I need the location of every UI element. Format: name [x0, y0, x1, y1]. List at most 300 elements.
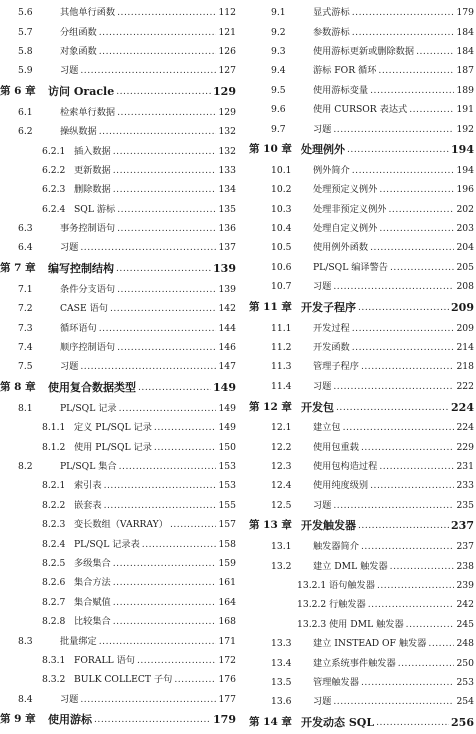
toc-page-number: 239: [456, 579, 474, 591]
toc-entry-title: 使用 PL/SQL 记录: [74, 441, 152, 453]
toc-entry-title: 习题: [313, 499, 332, 511]
toc-entry-title: 习题: [60, 65, 79, 77]
toc-leader-dots: [116, 85, 211, 98]
toc-entry-number: 7.4: [18, 342, 33, 354]
toc-entry-title: 习题: [313, 696, 332, 708]
toc-entry-title: 使用游标变量: [313, 84, 369, 96]
toc-entry-number: 6.2.3: [42, 184, 66, 196]
toc-page-number: 253: [456, 676, 474, 688]
toc-section-row: [249, 634, 474, 653]
toc-page-number: 132: [218, 126, 236, 138]
toc-entry-number: 12.2: [271, 441, 292, 453]
toc-entry-number: 13.4: [271, 657, 292, 669]
toc-leader-dots: [352, 6, 455, 19]
toc-entry-title: 检索单行数据: [60, 106, 116, 118]
toc-entry-number: 第 12 章: [249, 400, 292, 413]
toc-page-number: 171: [218, 635, 236, 647]
toc-leader-dots: [117, 203, 216, 216]
toc-entry-title: 索引表: [74, 480, 102, 492]
toc-subsection-row: [249, 615, 474, 634]
toc-chapter-row: [0, 81, 236, 103]
toc-leader-dots: [352, 322, 455, 335]
toc-entry-title: 使用游标更新或删除数据: [313, 45, 415, 57]
toc-leader-dots: [379, 183, 454, 196]
toc-page-number: 187: [456, 65, 474, 77]
toc-entry-number: 8.3.2: [42, 674, 66, 686]
toc-page-number: 245: [456, 618, 474, 630]
toc-entry-number: 13.3: [271, 638, 292, 650]
toc-section-row: [0, 631, 236, 650]
toc-subsection-row: [0, 515, 236, 534]
toc-leader-dots: [352, 341, 455, 354]
toc-page-number: 204: [456, 242, 474, 254]
toc-subsection-row: [0, 476, 236, 495]
toc-page-number: 256: [451, 716, 474, 729]
toc-entry-title: 习题: [313, 281, 332, 293]
toc-page-number: 134: [218, 184, 236, 196]
toc-chapter-row: [0, 377, 236, 399]
toc-leader-dots: [333, 280, 454, 293]
toc-leader-dots: [358, 301, 449, 314]
toc-leader-dots: [117, 222, 216, 235]
toc-entry-title: 使用纯度级别: [313, 480, 369, 492]
toc-entry-title: 顺序控制语句: [60, 342, 116, 354]
toc-leader-dots: [428, 637, 454, 650]
toc-entry-title: 处理非预定义例外: [313, 203, 387, 215]
toc-entry-number: 8.2.4: [42, 538, 66, 550]
toc-section-row: [0, 399, 236, 418]
toc-leader-dots: [347, 143, 449, 156]
toc-section-row: [249, 338, 474, 357]
toc-leader-dots: [333, 499, 454, 512]
toc-page-number: 184: [456, 26, 474, 38]
toc-page-number: 224: [456, 422, 474, 434]
toc-entry-number: 6.4: [18, 242, 33, 254]
toc-entry-title: 处理预定义例外: [313, 184, 378, 196]
toc-chapter-row: [249, 139, 474, 161]
toc-section-row: [0, 103, 236, 122]
toc-entry-title: 习题: [313, 123, 332, 135]
toc-subsection-row: [0, 141, 236, 160]
toc-section-row: [249, 537, 474, 556]
toc-chapter-row: [0, 258, 236, 280]
toc-section-row: [0, 42, 236, 61]
toc-page-number: 150: [218, 441, 236, 453]
toc-entry-number: 10.3: [271, 203, 292, 215]
toc-leader-dots: [154, 441, 217, 454]
toc-leader-dots: [352, 26, 455, 39]
toc-leader-dots: [117, 341, 216, 354]
toc-entry-number: 13.2.3: [297, 618, 327, 630]
toc-entry-number: 6.2: [18, 126, 33, 138]
toc-chapter-row: [249, 515, 474, 537]
toc-leader-dots: [117, 283, 216, 296]
toc-page-number: 164: [218, 596, 236, 608]
toc-section-row: [0, 357, 236, 376]
toc-entry-number: 7.1: [18, 283, 33, 295]
toc-leader-dots: [390, 261, 454, 274]
toc-page-number: 132: [218, 145, 236, 157]
toc-subsection-row: [0, 534, 236, 553]
toc-entry-number: 8.2: [18, 461, 33, 472]
toc-entry-number: 9.2: [271, 26, 286, 38]
toc-leader-dots: [80, 241, 216, 254]
toc-entry-title: 使用复合数据类型: [48, 381, 136, 395]
toc-leader-dots: [333, 695, 454, 708]
toc-entry-number: 13.5: [271, 676, 292, 688]
toc-leader-dots: [333, 123, 454, 136]
toc-section-row: [249, 81, 474, 100]
toc-page-number: 177: [218, 693, 236, 705]
toc-leader-dots: [113, 576, 217, 589]
toc-page-number: 158: [218, 538, 236, 550]
toc-page-number: 133: [218, 164, 236, 176]
toc-leader-dots: [80, 360, 216, 373]
toc-entry-number: 8.2.2: [42, 499, 66, 511]
toc-page-number: 139: [218, 283, 236, 295]
toc-page-number: 189: [456, 84, 474, 96]
toc-entry-number: 第 6 章: [0, 85, 36, 98]
toc-entry-title: 使用包构造过程: [313, 461, 378, 472]
toc-page-number: 155: [218, 499, 236, 511]
toc-entry-title: 习题: [313, 380, 332, 392]
toc-entry-title: 开发子程序: [301, 300, 356, 314]
toc-leader-dots: [361, 540, 455, 553]
toc-page-number: 149: [218, 422, 236, 434]
toc-subsection-row: [0, 180, 236, 199]
toc-page-number: 129: [218, 106, 236, 118]
toc-page-number: 209: [451, 300, 474, 314]
toc-page-number: 135: [218, 203, 236, 215]
toc-section-row: [0, 457, 236, 476]
toc-leader-dots: [368, 598, 455, 611]
toc-entry-number: 11.4: [271, 380, 292, 392]
toc-entry-number: 第 10 章: [249, 143, 292, 156]
toc-subsection-row: [0, 554, 236, 573]
toc-leader-dots: [416, 45, 454, 58]
toc-page-number: 254: [456, 696, 474, 708]
toc-entry-title: 插入数据: [74, 145, 111, 157]
toc-entry-title: PL/SQL 记录: [60, 402, 117, 414]
toc-page-number: 157: [218, 519, 236, 531]
toc-page-number: 149: [218, 402, 236, 414]
toc-subsection-row: [0, 418, 236, 437]
toc-page-number: 238: [456, 560, 474, 572]
toc-entry-number: 7.3: [18, 322, 33, 334]
toc-page-number: 214: [456, 342, 474, 354]
toc-entry-title: 习题: [60, 361, 79, 373]
toc-entry-title: 开发函数: [313, 342, 350, 354]
toc-page-number: 147: [218, 361, 236, 373]
toc-leader-dots: [174, 673, 216, 686]
toc-entry-title: 操纵数据: [60, 126, 97, 138]
toc-page-number: 179: [456, 7, 474, 19]
toc-entry-number: 8.3: [18, 635, 33, 647]
toc-section-row: [249, 476, 474, 495]
toc-page-number: 235: [456, 499, 474, 511]
toc-leader-dots: [99, 45, 217, 58]
toc-entry-title: 多级集合: [74, 557, 111, 569]
toc-entry-number: 9.3: [271, 45, 286, 57]
toc-section-row: [249, 42, 474, 61]
toc-entry-title: 例外简介: [313, 164, 350, 176]
toc-section-row: [249, 119, 474, 138]
toc-page-number: 184: [456, 45, 474, 57]
toc-page-number: 222: [456, 380, 474, 392]
toc-entry-number: 第 9 章: [0, 713, 36, 726]
toc-leader-dots: [119, 402, 217, 415]
toc-leader-dots: [94, 713, 211, 726]
toc-leader-dots: [154, 421, 217, 434]
toc-leader-dots: [389, 203, 455, 216]
toc-subsection-row: [0, 670, 236, 689]
toc-section-row: [0, 318, 236, 337]
toc-page-number: 248: [456, 638, 474, 650]
toc-subsection-row: [0, 496, 236, 515]
toc-leader-dots: [370, 241, 454, 254]
toc-entry-title: 使用 DML 触发器: [329, 618, 404, 630]
toc-entry-number: 8.2.5: [42, 557, 66, 569]
toc-page-number: 112: [218, 7, 236, 19]
toc-page-number: 250: [456, 657, 474, 669]
toc-leader-dots: [113, 145, 217, 158]
toc-entry-title: 管理子程序: [313, 361, 359, 373]
toc-entry-title: 访问 Oracle: [48, 85, 115, 99]
toc-entry-number: 10.4: [271, 223, 292, 235]
toc-entry-title: FORALL 语句: [74, 654, 135, 666]
toc-page-number: 161: [218, 577, 236, 589]
toc-chapter-row: [249, 396, 474, 418]
toc-section-row: [249, 318, 474, 337]
toc-page-number: 231: [456, 461, 474, 472]
toc-page-number: 129: [213, 85, 236, 99]
toc-page-number: 194: [451, 143, 474, 157]
toc-entry-number: 9.4: [271, 65, 286, 77]
toc-leader-dots: [352, 164, 455, 177]
toc-page-number: 194: [456, 164, 474, 176]
toc-section-row: [249, 100, 474, 119]
toc-entry-number: 6.1: [18, 106, 33, 118]
toc-leader-dots: [336, 401, 449, 414]
toc-entry-title: PL/SQL 集合: [60, 461, 117, 472]
toc-entry-title: 事务控制语句: [60, 223, 116, 235]
toc-leader-dots: [110, 302, 216, 315]
toc-leader-dots: [376, 716, 449, 729]
toc-entry-title: PL/SQL 编译警告: [313, 261, 388, 273]
toc-entry-number: 6.2.2: [42, 164, 66, 176]
toc-leader-dots: [80, 64, 216, 77]
toc-entry-number: 12.1: [271, 422, 292, 434]
toc-entry-title: 条件分支语句: [60, 283, 116, 295]
toc-leader-dots: [142, 538, 217, 551]
toc-entry-title: 删除数据: [74, 184, 111, 196]
toc-entry-number: 10.6: [271, 261, 292, 273]
toc-page-number: 146: [218, 342, 236, 354]
toc-leader-dots: [358, 519, 449, 532]
toc-entry-title: 对象函数: [60, 45, 97, 57]
toc-leader-dots: [99, 635, 217, 648]
toc-leader-dots: [361, 360, 455, 373]
toc-page-number: 127: [218, 65, 236, 77]
toc-entry-title: 参数游标: [313, 26, 350, 38]
toc-section-row: [0, 299, 236, 318]
toc-entry-number: 第 7 章: [0, 262, 36, 275]
toc-page-number: 153: [218, 461, 236, 472]
toc-page-number: 203: [456, 223, 474, 235]
toc-section-row: [249, 200, 474, 219]
toc-leader-dots: [333, 380, 454, 393]
toc-section-row: [0, 3, 236, 22]
toc-entry-title: 开发触发器: [301, 519, 356, 533]
toc-chapter-row: [249, 296, 474, 318]
toc-leader-dots: [378, 64, 454, 77]
toc-entry-title: PL/SQL 记录表: [74, 538, 140, 550]
toc-leader-dots: [361, 676, 455, 689]
toc-entry-title: 循环语句: [60, 322, 97, 334]
toc-chapter-row: [249, 712, 474, 734]
toc-leader-dots: [398, 657, 455, 670]
toc-section-row: [0, 122, 236, 141]
toc-section-row: [0, 338, 236, 357]
toc-page-number: 224: [451, 400, 474, 414]
toc-entry-number: 8.2.6: [42, 577, 66, 589]
toc-chapter-row: [0, 709, 236, 731]
toc-leader-dots: [409, 103, 454, 116]
toc-entry-number: 5.7: [18, 26, 33, 38]
toc-entry-number: 11.3: [271, 361, 292, 373]
toc-entry-number: 5.8: [18, 45, 33, 57]
toc-leader-dots: [370, 479, 454, 492]
toc-entry-title: 处理例外: [301, 143, 345, 157]
toc-entry-title: 其他单行函数: [60, 7, 116, 19]
toc-section-row: [249, 556, 474, 575]
toc-entry-number: 5.6: [18, 7, 33, 19]
toc-entry-number: 第 11 章: [249, 300, 292, 313]
toc-entry-title: 集合赋值: [74, 596, 111, 608]
toc-entry-title: SQL 游标: [74, 203, 116, 215]
toc-entry-number: 9.6: [271, 104, 286, 116]
toc-leader-dots: [113, 183, 217, 196]
toc-page-number: 192: [456, 123, 474, 135]
toc-entry-title: 嵌套表: [74, 499, 102, 511]
toc-subsection-row: [249, 576, 474, 595]
toc-page-number: 153: [218, 480, 236, 492]
toc-page-number: 168: [218, 616, 236, 628]
toc-section-row: [249, 277, 474, 296]
toc-leader-dots: [406, 618, 455, 631]
toc-entry-title: 建立系统事件触发器: [313, 657, 396, 669]
toc-page-number: 242: [456, 599, 474, 611]
toc-leader-dots: [99, 322, 217, 335]
toc-entry-title: 变长数组（VARRAY）: [74, 519, 168, 531]
toc-right-column: [249, 3, 474, 734]
toc-entry-title: 处理自定义例外: [313, 223, 378, 235]
toc-page-number: 205: [456, 261, 474, 273]
toc-leader-dots: [113, 164, 217, 177]
toc-subsection-row: [249, 595, 474, 614]
toc-page-number: 144: [218, 322, 236, 334]
toc-section-row: [0, 61, 236, 80]
toc-subsection-row: [0, 437, 236, 456]
toc-page-number: 208: [456, 281, 474, 293]
toc-entry-number: 8.2.8: [42, 616, 66, 628]
toc-section-row: [249, 180, 474, 199]
toc-entry-title: 开发动态 SQL: [301, 716, 375, 729]
toc-page-number: 126: [218, 45, 236, 57]
toc-subsection-row: [0, 161, 236, 180]
toc-subsection-row: [0, 612, 236, 631]
toc-subsection-row: [0, 200, 236, 219]
toc-entry-number: 10.2: [271, 184, 292, 196]
toc-entry-title: 游标 FOR 循环: [313, 65, 377, 77]
toc-section-row: [249, 437, 474, 456]
toc-leader-dots: [117, 6, 216, 19]
toc-page-number: 209: [456, 322, 474, 334]
toc-subsection-row: [0, 651, 236, 670]
toc-section-row: [249, 258, 474, 277]
toc-left-column: [0, 3, 236, 731]
toc-entry-number: 8.2.1: [42, 480, 66, 492]
toc-entry-title: 开发过程: [313, 322, 350, 334]
toc-page-number: 202: [456, 203, 474, 215]
toc-section-row: [249, 61, 474, 80]
toc-entry-number: 9.1: [271, 7, 286, 19]
toc-entry-title: 显式游标: [313, 7, 350, 19]
toc-entry-number: 13.2.1: [297, 579, 327, 591]
toc-leader-dots: [138, 381, 211, 394]
toc-entry-number: 6.2.4: [42, 203, 66, 215]
toc-page-number: 139: [213, 262, 236, 276]
toc-leader-dots: [137, 654, 216, 667]
toc-entry-number: 8.1.1: [42, 422, 66, 434]
toc-page-number: 172: [218, 654, 236, 666]
toc-page-number: 191: [456, 104, 474, 116]
toc-entry-title: 更新数据: [74, 164, 111, 176]
toc-page-number: 137: [218, 242, 236, 254]
toc-leader-dots: [113, 615, 217, 628]
toc-leader-dots: [379, 222, 454, 235]
toc-section-row: [249, 692, 474, 711]
toc-section-row: [249, 22, 474, 41]
toc-leader-dots: [104, 479, 217, 492]
toc-subsection-row: [0, 593, 236, 612]
toc-leader-dots: [377, 579, 455, 592]
toc-leader-dots: [119, 460, 217, 473]
toc-section-row: [249, 496, 474, 515]
toc-entry-title: 行触发器: [329, 599, 366, 611]
toc-leader-dots: [116, 262, 211, 275]
toc-section-row: [249, 161, 474, 180]
toc-section-row: [249, 653, 474, 672]
toc-entry-title: 语句触发器: [329, 579, 375, 591]
toc-entry-title: 集合方法: [74, 577, 111, 589]
toc-leader-dots: [370, 84, 454, 97]
toc-section-row: [249, 457, 474, 476]
toc-entry-title: 开发包: [301, 400, 334, 414]
toc-entry-title: 使用游标: [48, 713, 92, 727]
toc-leader-dots: [379, 460, 454, 473]
toc-entry-number: 第 8 章: [0, 381, 36, 394]
toc-entry-number: 8.4: [18, 693, 33, 705]
toc-entry-number: 8.3.1: [42, 654, 66, 666]
toc-leader-dots: [104, 499, 217, 512]
toc-entry-number: 8.1.2: [42, 441, 66, 453]
toc-entry-number: 第 14 章: [249, 716, 292, 728]
toc-entry-title: CASE 语句: [60, 303, 108, 315]
toc-section-row: [249, 377, 474, 396]
toc-leader-dots: [113, 596, 217, 609]
toc-page-number: 136: [218, 223, 236, 235]
